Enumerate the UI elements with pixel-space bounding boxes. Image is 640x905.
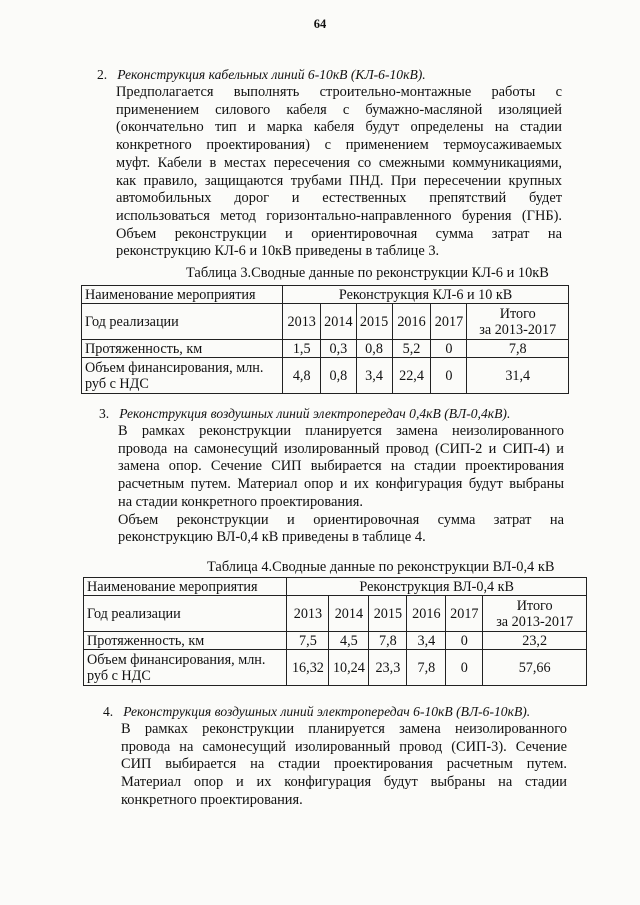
value-cell: 23,3	[369, 650, 407, 686]
total-cell: 57,66	[483, 650, 587, 686]
year-cell: 2014	[321, 304, 356, 340]
year-cell: 2015	[356, 304, 392, 340]
section-2-heading	[97, 66, 426, 84]
year-cell: 2016	[407, 596, 446, 632]
header-year-label: Год реализации	[84, 596, 287, 632]
value-cell: 3,4	[356, 358, 392, 394]
table-row	[82, 358, 569, 394]
paragraph-line: конкретного проектирования.	[121, 791, 303, 808]
value-cell: 0	[446, 650, 483, 686]
value-cell: 7,8	[369, 632, 407, 650]
paragraph-line: на стадии конкретного проектирования.	[118, 493, 363, 510]
header-total	[483, 596, 587, 632]
paragraph-line: использоваться метод горизонтально-направленного бурения (ГНБ).	[116, 207, 562, 224]
value-cell: 7,5	[287, 632, 329, 650]
value-cell: 0	[446, 632, 483, 650]
value-cell: 0,8	[321, 358, 356, 394]
paragraph-line: провода на самонесущий изолированный провод (СИП-2 и СИП-4) и	[118, 440, 564, 457]
header-event: Наименование мероприятия	[84, 578, 287, 596]
year-cell: 2016	[392, 304, 431, 340]
paragraph-line: муфт. Кабели в местах пересечения со смежными коммуникациями,	[116, 154, 562, 171]
value-cell: 5,2	[392, 340, 431, 358]
row-label	[84, 650, 287, 686]
section-title: Реконструкция воздушных линий электропередач 6-10кВ (ВЛ-6-10кВ).	[123, 704, 531, 719]
table-3-caption: Таблица 3.Сводные данные по реконструкции КЛ-6 и 10кВ	[186, 265, 549, 281]
paragraph-line: провода на самонесущий изолированный провод (СИП-3). Сечение	[121, 738, 567, 755]
value-cell: 0,8	[356, 340, 392, 358]
section-title: Реконструкция воздушных линий электропередач 0,4кВ (ВЛ-0,4кВ).	[119, 406, 511, 421]
paragraph-line: конкретного проектирования) с применением термоусаживаемых	[116, 137, 562, 154]
header-total	[467, 304, 569, 340]
row-label: Протяженность, км	[84, 632, 287, 650]
paragraph-line: автомобильных дорог и естественных препятствий будет	[116, 190, 562, 207]
value-cell: 3,4	[407, 632, 446, 650]
total-cell: 31,4	[467, 358, 569, 394]
value-cell: 4,5	[329, 632, 369, 650]
section-3-heading	[99, 405, 510, 423]
header-event: Наименование мероприятия	[82, 286, 283, 304]
row-label-line: Объем финансирования, млн.	[85, 359, 264, 376]
section-3-paragraph	[118, 423, 564, 547]
paragraph-line: (окончательно тип и марка кабеля будут определены на стадии	[116, 119, 562, 136]
section-title: Реконструкция кабельных линий 6-10кВ (КЛ-6-10кВ).	[117, 67, 426, 82]
value-cell: 1,5	[283, 340, 321, 358]
paragraph-line: замена опор. Сечение СИП выбирается на стадии проектирования	[118, 458, 564, 475]
section-number: 3.	[99, 406, 110, 421]
row-label-line: руб с НДС	[87, 667, 151, 684]
paragraph-line: Объем реконструкции и ориентировочная сумма затрат на	[118, 511, 564, 528]
value-cell: 0	[431, 358, 467, 394]
header-year-label: Год реализации	[82, 304, 283, 340]
header-total-line: за 2013-2017	[496, 613, 574, 630]
year-cell: 2017	[431, 304, 467, 340]
table-4-caption: Таблица 4.Сводные данные по реконструкции ВЛ-0,4 кВ	[207, 559, 555, 575]
section-4-heading	[103, 703, 530, 721]
paragraph-line: Материал опор и их конфигурация будут выбраны на стадии	[121, 774, 567, 791]
paragraph-line: В рамках реконструкции планируется замена неизолированного	[121, 721, 567, 737]
year-cell: 2014	[329, 596, 369, 632]
header-group: Реконструкция КЛ-6 и 10 кВ	[283, 286, 569, 304]
header-total-line: за 2013-2017	[479, 321, 557, 338]
paragraph-line: как правило, защищаются трубами ПНД. При пересечении крупных	[116, 172, 562, 189]
table-4	[83, 577, 587, 686]
paragraph-line: реконструкцию КЛ-6 и 10кВ приведены в таблице 3.	[116, 243, 440, 260]
row-label-line: Объем финансирования, млн.	[87, 651, 266, 668]
paragraph-line: СИП выбирается на стадии проектирования расчетным путем.	[121, 756, 567, 773]
header-total-line: Итого	[516, 597, 553, 614]
section-number: 2.	[97, 67, 108, 82]
page-number: 64	[313, 17, 327, 31]
year-cell: 2015	[369, 596, 407, 632]
table-row	[84, 650, 587, 686]
paragraph-line: применением силового кабеля с бумажно-масляной изоляцией	[116, 101, 562, 118]
paragraph-line: В рамках реконструкции планируется замена неизолированного	[118, 423, 564, 439]
paragraph-line: Предполагается выполнять строительно-монтажные работы с	[116, 84, 562, 100]
total-cell: 23,2	[483, 632, 587, 650]
value-cell: 0,3	[321, 340, 356, 358]
table-row	[82, 340, 569, 358]
header-group: Реконструкция ВЛ-0,4 кВ	[287, 578, 587, 596]
total-cell: 7,8	[467, 340, 569, 358]
value-cell: 22,4	[392, 358, 431, 394]
value-cell: 7,8	[407, 650, 446, 686]
table-3	[81, 285, 569, 394]
row-label: Протяженность, км	[82, 340, 283, 358]
paragraph-line: реконструкцию ВЛ-0,4 кВ приведены в таблице 4.	[118, 529, 426, 546]
value-cell: 4,8	[283, 358, 321, 394]
section-4-paragraph	[121, 721, 567, 810]
table-row	[84, 632, 587, 650]
paragraph-line: расчетным путем. Материал опор и их конфигурация будут выбраны	[118, 476, 564, 493]
row-label	[82, 358, 283, 394]
value-cell: 16,32	[287, 650, 329, 686]
value-cell: 0	[431, 340, 467, 358]
year-cell: 2013	[283, 304, 321, 340]
year-cell: 2013	[287, 596, 329, 632]
row-label-line: руб с НДС	[85, 375, 149, 392]
year-cell: 2017	[446, 596, 483, 632]
section-number: 4.	[103, 704, 114, 719]
section-2-paragraph	[116, 84, 562, 261]
value-cell: 10,24	[329, 650, 369, 686]
header-total-line: Итого	[499, 305, 536, 322]
paragraph-line: Объем реконструкции и ориентировочная сумма затрат на	[116, 225, 562, 242]
